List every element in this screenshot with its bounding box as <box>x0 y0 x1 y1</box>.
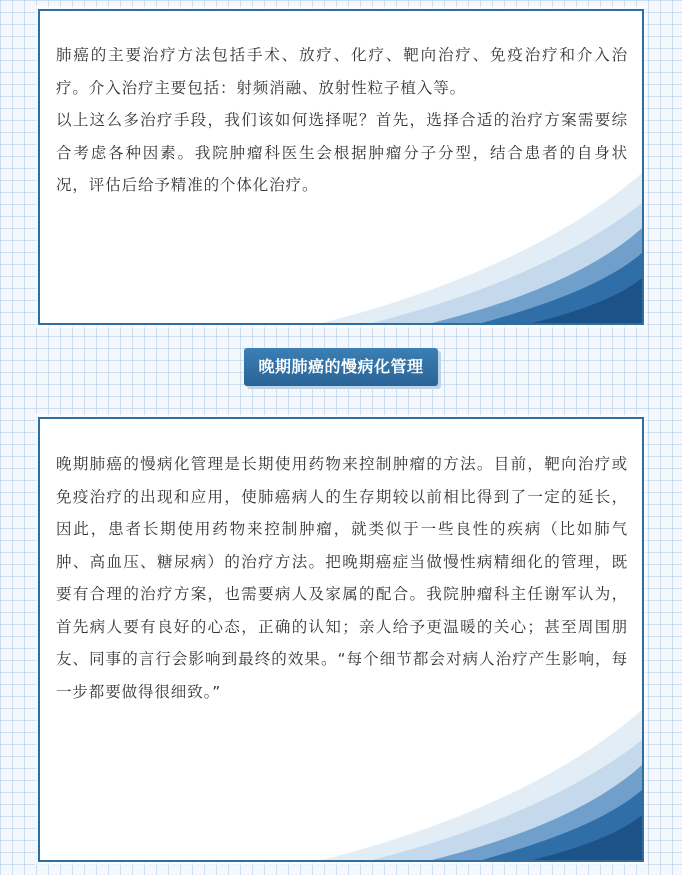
intro-paragraph-1: 肺癌的主要治疗方法包括手术、放疗、化疗、靶向治疗、免疫治疗和介入治疗。介入治疗主要包括：射频消融、放射性粒子植入等。 <box>56 46 628 97</box>
management-text <box>40 419 642 708</box>
intro-text <box>40 11 642 202</box>
section-header <box>0 348 682 390</box>
management-card <box>38 417 644 862</box>
intro-paragraph-2: 以上这么多治疗手段，我们该如何选择呢？首先，选择合适的治疗方案需要综合考虑各种因素。我院肿瘤科医生会根据肿瘤分子分型，结合患者的自身状况，评估后给予精准的个体化治疗。 <box>56 111 628 194</box>
wave-decoration <box>282 710 642 860</box>
section-title: 晚期肺癌的慢病化管理 <box>244 348 437 386</box>
management-paragraph: 晚期肺癌的慢病化管理是长期使用药物来控制肿瘤的方法。目前，靶向治疗或免疫治疗的出现和应用，使肺癌病人的生存期较以前相比得到了一定的延长，因此，患者长期使用药物来控制肿瘤，就类似于一些良性的疾病（比如肺气肿、高血压、糖尿病）的治疗方法。把晚期癌症当做慢性病精细化的管理，既要有合理的治疗方案，也需要病人及家属的配合。我院肿瘤科主任谢军认为，首先病人要有良好的心态，正确的认知；亲人给予更温暖的关心；甚至周围朋友、同事的言行会影响到最终的效果。“每个细节都会对病人治疗产生影响，每一步都要做得很细致。” <box>56 455 628 701</box>
intro-card <box>38 9 644 325</box>
